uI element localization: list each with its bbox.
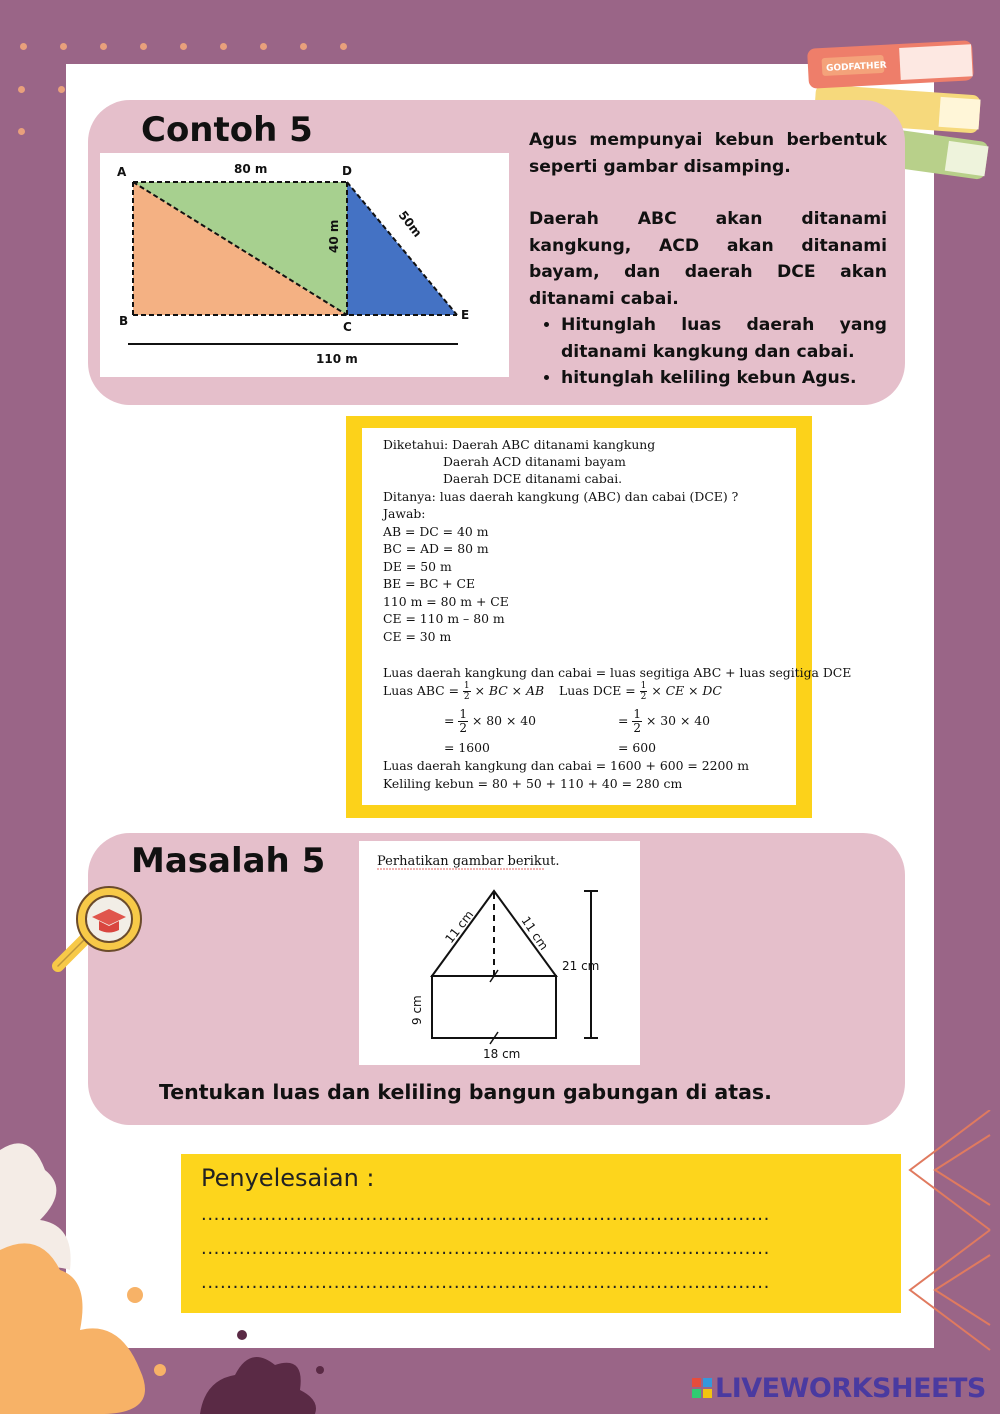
label-top: 80 m (234, 162, 268, 176)
solution-line: AB = DC = 40 m (383, 524, 489, 539)
example-problem-text (529, 127, 887, 392)
solution-line: DE = 50 m (383, 559, 452, 574)
garden-figure (100, 153, 509, 377)
solution-line: Luas daerah kangkung dan cabai = luas segitiga ABC + luas segitiga DCE (383, 665, 852, 680)
solution-line: Daerah DCE ditanami cabai. (443, 471, 623, 486)
garden-diagram (100, 153, 509, 377)
dce-step: = $\frac{1}{2}$ × 30 × 40 (618, 707, 711, 735)
label-left-slant: 11 cm (442, 907, 477, 946)
book-title-text: GODFATHER (825, 60, 887, 74)
chevron-decoration (880, 1110, 1000, 1370)
solution-line: CE = 30 m (383, 629, 452, 644)
vertex-a: A (117, 165, 127, 179)
problem-detail: Daerah ABC akan ditanami kangkung, ACD akan ditanami bayam, dan daerah DCE akan ditanami cabai. (529, 209, 887, 309)
label-base: 18 cm (483, 1047, 521, 1061)
label-slant: 50m (395, 208, 425, 240)
brand-icon (692, 1378, 712, 1398)
bullet-item: • hitunglah keliling kebun Agus. (561, 365, 887, 392)
label-side: 40 m (327, 219, 341, 253)
solution-keliling: Keliling kebun = 80 + 50 + 110 + 40 = 280 cm (383, 776, 683, 791)
label-bottom: 110 m (316, 352, 358, 366)
house-figure (359, 841, 640, 1065)
solution-line: 110 m = 80 m + CE (383, 594, 509, 609)
solution-frame (346, 416, 852, 818)
solution-line: Jawab: (383, 506, 426, 521)
solution-line: CE = 110 m – 80 m (383, 611, 505, 626)
label-rect-height: 9 cm (410, 995, 424, 1025)
bullet-item: • Hitunglah luas daerah yang ditanami kangkung dan cabai. (561, 312, 887, 365)
splash-decoration (0, 1130, 400, 1414)
vertex-e: E (461, 308, 470, 322)
problem-task: Tentukan luas dan keliling bangun gabungan di atas. (159, 1080, 772, 1104)
problem-title: Masalah 5 (131, 841, 326, 881)
solution-line: Ditanya: luas daerah kangkung (ABC) dan cabai (DCE) ? (383, 489, 739, 504)
solution-line: BE = BC + CE (383, 576, 476, 591)
liveworksheets-logo[interactable] (692, 1373, 986, 1404)
luas-dce-formula: Luas DCE = $\frac{1}{2}$ × CE × DC (559, 681, 722, 702)
label-right-slant: 11 cm (518, 913, 552, 953)
label-height: 21 cm (562, 959, 600, 973)
dce-result: = 600 (618, 740, 656, 755)
abc-step: = $\frac{1}{2}$ × 80 × 40 (444, 707, 537, 735)
example-title: Contoh 5 (141, 110, 313, 150)
answer-label: Penyelesaian : (201, 1164, 375, 1192)
problem-bullets (529, 312, 887, 392)
vertex-d: D (342, 164, 352, 178)
problem-intro: Agus mempunyai kebun berbentuk seperti gambar disamping. (529, 130, 887, 177)
solution-total: Luas daerah kangkung dan cabai = 1600 + 600 = 2200 m (383, 758, 749, 773)
abc-result: = 1600 (444, 740, 490, 755)
house-diagram (359, 841, 640, 1065)
figure-caption: Perhatikan gambar berikut. (377, 854, 560, 869)
answer-line[interactable]: .......................................................................................... (201, 1272, 770, 1293)
vertex-b: B (119, 314, 129, 328)
vertex-c: C (343, 320, 352, 334)
solution-line: BC = AD = 80 m (383, 541, 489, 556)
magnifier-graduation-icon (48, 880, 148, 980)
solution-line: Daerah ACD ditanami bayam (443, 454, 626, 469)
answer-line[interactable]: .......................................................................................... (201, 1204, 770, 1225)
luas-abc-formula: Luas ABC = $\frac{1}{2}$ × BC × AB (383, 681, 545, 702)
solution-line: Diketahui: Daerah ABC ditanami kangkung (383, 437, 656, 452)
solution-content (362, 428, 852, 805)
brand-name: LIVEWORKSHEETS (715, 1373, 986, 1404)
answer-line[interactable]: .......................................................................................... (201, 1238, 770, 1259)
